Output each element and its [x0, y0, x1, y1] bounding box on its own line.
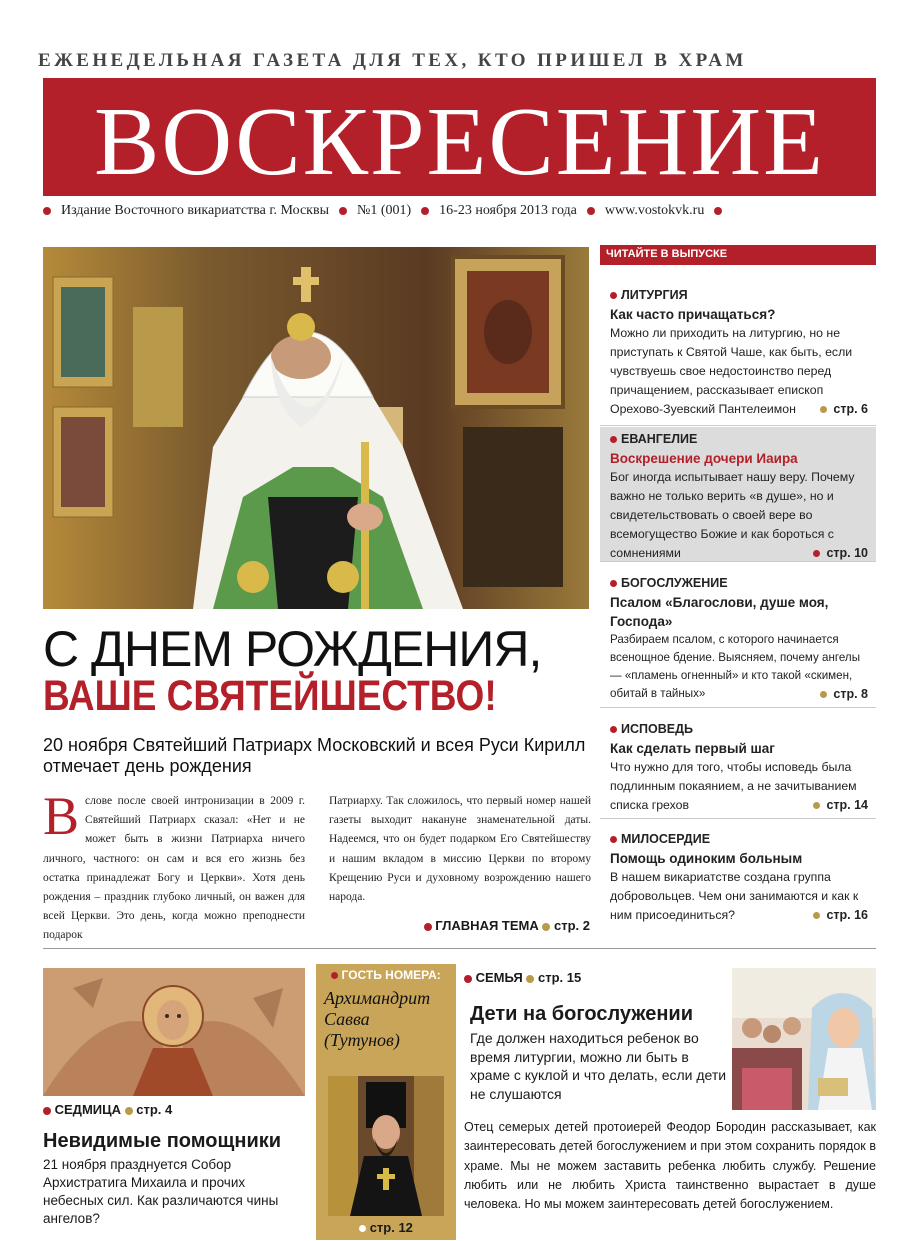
bullet-icon [125, 1107, 133, 1115]
bullet-icon [339, 207, 347, 215]
lead-headline-line1: С ДНЕМ РОЖДЕНИЯ, [43, 621, 542, 677]
sidebar-page: стр. 10 [813, 544, 868, 563]
main-topic-page: стр. 2 [554, 918, 590, 933]
bullet-icon [610, 292, 617, 299]
guest-name: Архимандрит Савва (Тутунов) [324, 988, 431, 1050]
bullet-icon [43, 1107, 51, 1115]
sidebar-title: Как часто причащаться? [610, 307, 776, 322]
sidebar-title: Как сделать первый шаг [610, 741, 775, 756]
family-rubric: СЕМЬЯ [475, 970, 523, 985]
sedmica-page: стр. 4 [136, 1102, 173, 1117]
drop-cap: В [43, 786, 80, 846]
sidebar-rubric: ЛИТУРГИЯ [621, 288, 688, 302]
archangel-fresco-image [43, 968, 305, 1096]
sidebar-header: ЧИТАЙТЕ В ВЫПУСКЕ [600, 245, 876, 265]
bullet-icon [526, 975, 534, 983]
family-lead: Где должен находиться ребенок во время литургии, можно ли быть в храме с куклой и что делать, если дети не слушаются [470, 1030, 727, 1102]
sidebar-title: Помощь одиноким больным [610, 851, 803, 866]
family-title: Дети на богослужении [470, 1003, 693, 1025]
main-topic-label: ГЛАВНАЯ ТЕМА [435, 918, 539, 933]
bullet-icon [813, 550, 820, 557]
lead-column-1 [43, 786, 305, 946]
bullet-icon [610, 436, 617, 443]
bullet-icon [610, 580, 617, 587]
sidebar-title: Псалом «Благослови, душе моя, Господа» [610, 595, 829, 629]
patriarch-photo [43, 247, 589, 609]
issue-number: №1 (001) [356, 203, 412, 218]
bullet-icon [359, 1225, 366, 1232]
issue-meta-line [43, 203, 876, 219]
in-this-issue-sidebar [600, 245, 876, 930]
bullet-icon [813, 912, 820, 919]
sidebar-item-gospel[interactable] [600, 427, 876, 562]
bullet-icon [610, 836, 617, 843]
bullet-icon [43, 207, 51, 215]
sidebar-text: В нашем викариатстве создана группа добровольцев. Чем они занимаются и как к ним присоединиться? стр. 16 [610, 868, 868, 925]
bullet-icon [424, 923, 432, 931]
bullet-icon [714, 207, 722, 215]
lead-column-1-text: слове после своей интронизации в 2009 г. Святейший Патриарх сказал: «Нет и не может быть в жизни Патриарха ничего личного, частного: он сам и вся его жизнь без остатка принадлежат Богу и Церкви». Хотя день рождения – праздник глубоко личный, он важен для всей Церкви. Это день, когда можно преподнести подарок [43, 795, 305, 942]
sidebar-title: Воскрешение дочери Иаира [610, 451, 798, 466]
family-page: стр. 15 [537, 970, 582, 985]
bullet-icon [820, 406, 827, 413]
sidebar-page: стр. 8 [820, 685, 868, 703]
section-divider [43, 948, 876, 949]
sidebar-text: Что нужно для того, чтобы исповедь была подлинным покаянием, а не зачитыванием списка грехов стр. 14 [610, 758, 868, 815]
lead-column-2: Патриарху. Так сложилось, что первый номер нашей газеты выходит накануне знаменательной даты. Надеемся, что он будет подарком Его Святейшеству и нашим вкладом в миссию Церкви по второму Крещению Руси и духовному возрождению нашего народа. [329, 795, 591, 904]
sedmica-rubric: СЕДМИЦА [54, 1102, 122, 1117]
bullet-icon [813, 802, 820, 809]
bullet-icon [610, 726, 617, 733]
newspaper-title: ВОСКРЕСЕНИЕ [93, 88, 826, 196]
website-link[interactable]: www.vostokvk.ru [604, 203, 705, 218]
sedmica-text: 21 ноября празднуется Собор Архистратига Михаила и прочих небесных сил. Как различаются чины ангелов? [43, 1157, 279, 1226]
sidebar-item-confession[interactable] [600, 717, 876, 819]
guest-header: ГОСТЬ НОМЕРА: [316, 968, 456, 982]
sidebar-rubric: ЕВАНГЕЛИЕ [621, 432, 698, 446]
sidebar-item-liturgy[interactable] [600, 283, 876, 426]
sidebar-text: Разбираем псалом, с которого начинается всенощное бдение. Выясняем, почему ангелы — «пламень огненный» и кто такой «скимен, обитай в тайных» стр. 8 [610, 633, 868, 701]
publisher: Издание Восточного викариатства г. Москвы [61, 203, 329, 218]
sidebar-item-service[interactable] [600, 571, 876, 708]
sedmica-rubric-link[interactable] [43, 1102, 172, 1117]
bullet-icon [542, 923, 550, 931]
bullet-icon [331, 972, 338, 979]
bullet-icon [820, 691, 827, 698]
sidebar-text: Можно ли приходить на литургию, но не приступать к Святой Чаше, как быть, если чувствуешь свое недостоинство перед причащением, рассказывает епископ Орехово-Зуевский Пантелеимон стр. 6 [610, 324, 868, 419]
sidebar-rubric: МИЛОСЕРДИЕ [621, 832, 711, 846]
children-in-church-photo [732, 968, 876, 1110]
sidebar-rubric: БОГОСЛУЖЕНИЕ [621, 576, 728, 590]
sidebar-page: стр. 14 [813, 796, 868, 815]
sidebar-text: Бог иногда испытывает нашу веру. Почему важно не только верить «в душе», но и свидетельствовать о своей вере во всемогущество Божие и как бороться с сомнениями стр. 10 [610, 468, 868, 563]
sidebar-page: стр. 6 [820, 400, 868, 419]
bullet-icon [464, 975, 472, 983]
guest-of-issue-box[interactable] [316, 964, 456, 1240]
tagline: ЕЖЕНЕДЕЛЬНАЯ ГАЗЕТА ДЛЯ ТЕХ, КТО ПРИШЕЛ В ХРАМ [38, 50, 747, 71]
guest-photo [328, 1076, 444, 1216]
bullet-icon [421, 207, 429, 215]
family-text: Отец семерых детей протоиерей Феодор Бородин рассказывает, как заинтересовать детей богослужением и при этом сохранить порядок в храме. Мы не можем заставить ребенка любить службу. Решение любить или не любить Христа таинственно вырастает в душе человека. Но мы можем заинтересовать детей богослужением. [464, 1120, 876, 1212]
issue-dates: 16-23 ноября 2013 года [439, 203, 577, 218]
lead-headline-line2: ВАШЕ СВЯТЕЙШЕСТВО! [43, 672, 497, 720]
guest-page: стр. 12 [316, 1220, 456, 1235]
sidebar-item-charity[interactable] [600, 827, 876, 929]
lead-subhead: 20 ноября Святейший Патриарх Московский и всея Руси Кирилл отмечает день рождения [43, 735, 586, 776]
main-topic-link[interactable] [330, 918, 590, 933]
bullet-icon [587, 207, 595, 215]
family-rubric-link[interactable] [464, 970, 581, 985]
sidebar-rubric: ИСПОВЕДЬ [621, 722, 693, 736]
sidebar-page: стр. 16 [813, 906, 868, 925]
masthead-banner [43, 78, 876, 196]
sedmica-title: Невидимые помощники [43, 1130, 282, 1152]
